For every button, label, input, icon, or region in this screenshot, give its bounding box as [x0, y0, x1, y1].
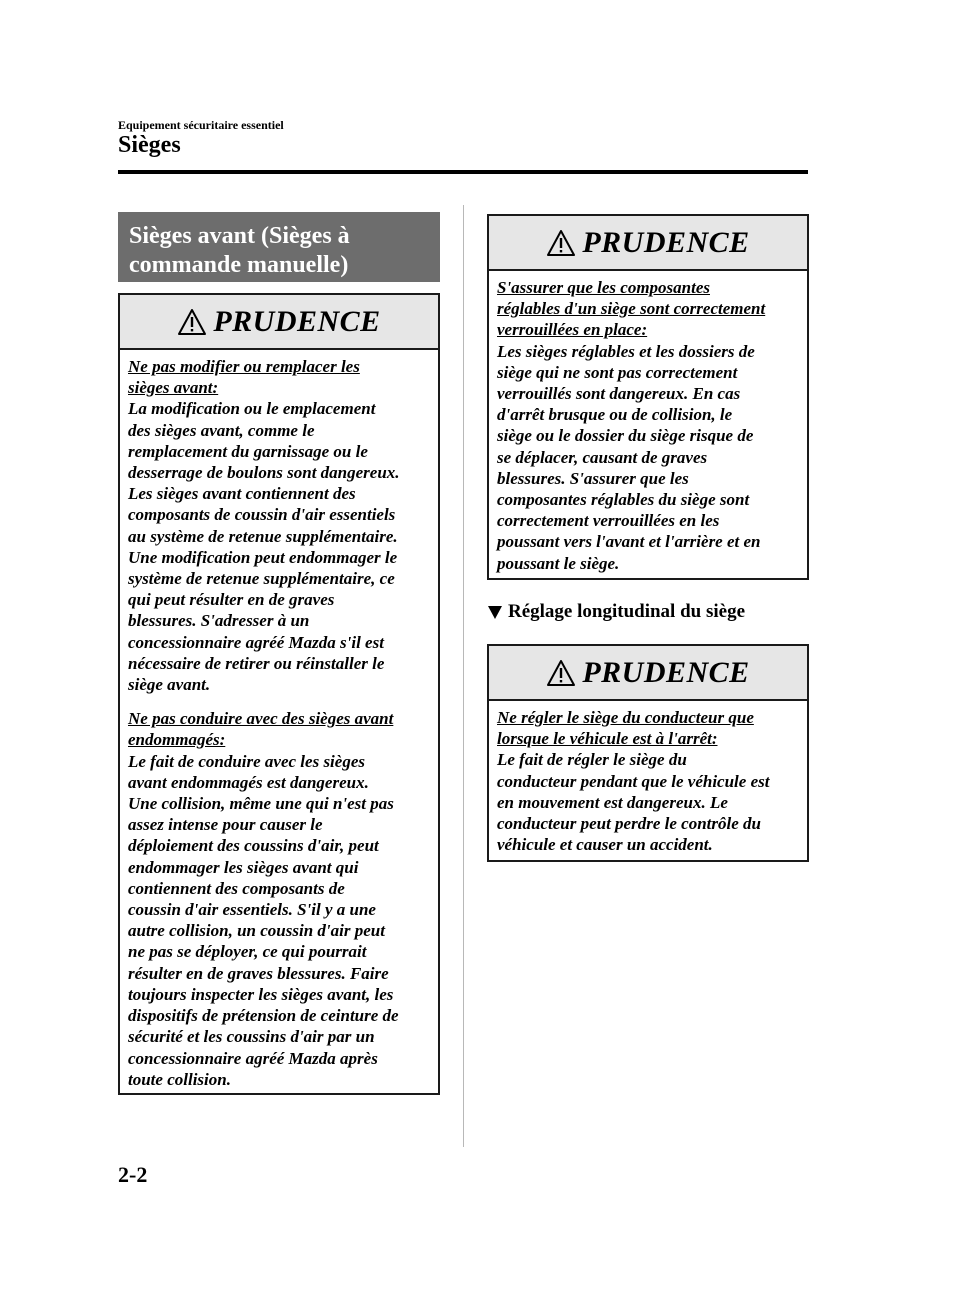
caution-title: PRUDENCE: [582, 225, 750, 259]
warning-text-line: coussin d'air essentiels. S'il y a une: [128, 900, 376, 920]
section-heading-line: Sièges avant (Sièges à: [129, 223, 350, 249]
warning-text-line: blessures. S'adresser à un: [128, 611, 310, 631]
warning-text-line: d'arrêt brusque ou de collision, le: [497, 405, 733, 425]
subsection-heading: [488, 601, 745, 623]
warning-text-line: Le fait de régler le siège du: [497, 750, 687, 770]
warning-text-line: remplacement du garnissage ou le: [128, 441, 368, 461]
warning-text-line: autre collision, un coussin d'air peut: [128, 921, 385, 941]
warning-text-line: Le fait de conduire avec les sièges: [128, 751, 365, 771]
warning-heading-line: verrouillées en place:: [497, 320, 648, 340]
warning-text-line: Les sièges réglables et les dossiers de: [497, 341, 755, 361]
page-title: Sièges: [118, 132, 181, 158]
warning-text-line: desserrage de boulons sont dangereux.: [128, 463, 400, 483]
warning-heading-line: sièges avant:: [128, 378, 219, 398]
caution-header: [489, 216, 807, 271]
warning-text-line: au système de retenue supplémentaire.: [128, 526, 398, 546]
warning-text-line: poussant vers l'avant et l'arrière et en: [497, 532, 761, 552]
chapter-label: Equipement sécuritaire essentiel: [118, 118, 284, 132]
warning-text-line: avant endommagés est dangereux.: [128, 772, 369, 792]
warning-text-line: siège ou le dossier du siège risque de: [497, 426, 754, 446]
warning-text-line: blessures. S'assurer que les: [497, 468, 689, 488]
warning-text-line: La modification ou le emplacement: [128, 399, 376, 419]
warning-text-line: Les sièges avant contiennent des: [128, 484, 356, 504]
warning-text-line: concessionnaire agréé Mazda s'il est: [128, 632, 384, 652]
warning-text-line: concessionnaire agréé Mazda après: [128, 1048, 378, 1068]
warning-heading-line: Ne régler le siège du conducteur que: [497, 708, 754, 727]
triangle-down-icon: [488, 606, 502, 619]
warning-text-line: conducteur pendant que le véhicule est: [497, 771, 770, 791]
warning-text-line: sécurité et les coussins d'air par un: [128, 1027, 375, 1047]
warning-text-line: nécessaire de retirer ou réinstaller le: [128, 653, 385, 673]
warning-text-line: toute collision.: [128, 1069, 231, 1089]
warning-text-line: composantes réglables du siège sont: [497, 490, 750, 510]
warning-text-line: en mouvement est dangereux. Le: [497, 792, 728, 812]
warning-heading-line: Ne pas modifier ou remplacer les: [128, 357, 360, 376]
warning-text-line: toujours inspecter les sièges avant, les: [128, 984, 394, 1004]
warning-text-line: des sièges avant, comme le: [128, 420, 315, 440]
warning-text-line: siège avant.: [128, 675, 211, 695]
warning-text-line: siège qui ne sont pas correctement: [497, 362, 738, 382]
warning-text-line: résulter en de graves blessures. Faire: [128, 963, 389, 983]
warning-text-line: assez intense pour causer le: [128, 815, 323, 835]
warning-heading-line: lorsque le véhicule est à l'arrêt:: [497, 729, 718, 749]
warning-text-line: Une collision, même une qui n'est pas: [128, 794, 394, 814]
warning-heading-line: S'assurer que les composantes: [497, 278, 710, 297]
section-heading: [118, 212, 440, 282]
column-divider: [463, 205, 464, 1147]
caution-title: PRUDENCE: [213, 304, 381, 338]
header-rule: [118, 170, 808, 174]
warning-text-line: ne pas se déployer, ce qui pourrait: [128, 942, 367, 962]
warning-text-line: endommager les sièges avant qui: [128, 857, 359, 877]
caution-body: [120, 350, 438, 1098]
warning-text-line: qui peut résulter en de graves: [128, 590, 335, 610]
warning-text-line: correctement verrouillées en les: [497, 511, 720, 531]
paragraph-gap: [128, 695, 430, 708]
page-number: 2-2: [118, 1162, 148, 1187]
caution-header: [489, 646, 807, 701]
warning-text-line: Une modification peut endommager le: [128, 547, 398, 567]
warning-triangle-icon: [177, 308, 207, 336]
caution-header: [120, 295, 438, 350]
warning-text-line: composants de coussin d'air essentiels: [128, 505, 396, 525]
subsection-title: Réglage longitudinal du siège: [508, 601, 745, 622]
section-heading-line: commande manuelle): [129, 252, 349, 278]
warning-text-line: conducteur peut perdre le contrôle du: [497, 814, 761, 834]
caution-title: PRUDENCE: [582, 655, 750, 689]
warning-text-line: dispositifs de prétension de ceinture de: [128, 1006, 399, 1026]
warning-text-line: déploiement des coussins d'air, peut: [128, 836, 379, 856]
caution-body: [489, 701, 807, 863]
warning-text-line: se déplacer, causant de graves: [497, 447, 708, 467]
caution-box-driver-seat-adjust: [487, 644, 809, 862]
warning-heading-line: réglables d'un siège sont correctement: [497, 299, 766, 319]
warning-heading-line: endommagés:: [128, 730, 226, 750]
caution-body: [489, 271, 807, 582]
warning-triangle-icon: [546, 659, 576, 687]
warning-text-line: poussant le siège.: [497, 553, 620, 573]
caution-box-front-seats: [118, 293, 440, 1095]
warning-text-line: système de retenue supplémentaire, ce: [128, 569, 395, 589]
caution-box-adjustable-locks: [487, 214, 809, 580]
warning-triangle-icon: [546, 229, 576, 257]
warning-text-line: verrouillés sont dangereux. En cas: [497, 384, 741, 404]
warning-text-line: contiennent des composants de: [128, 878, 345, 898]
warning-text-line: véhicule et causer un accident.: [497, 835, 713, 855]
warning-heading-line: Ne pas conduire avec des sièges avant: [128, 709, 394, 729]
